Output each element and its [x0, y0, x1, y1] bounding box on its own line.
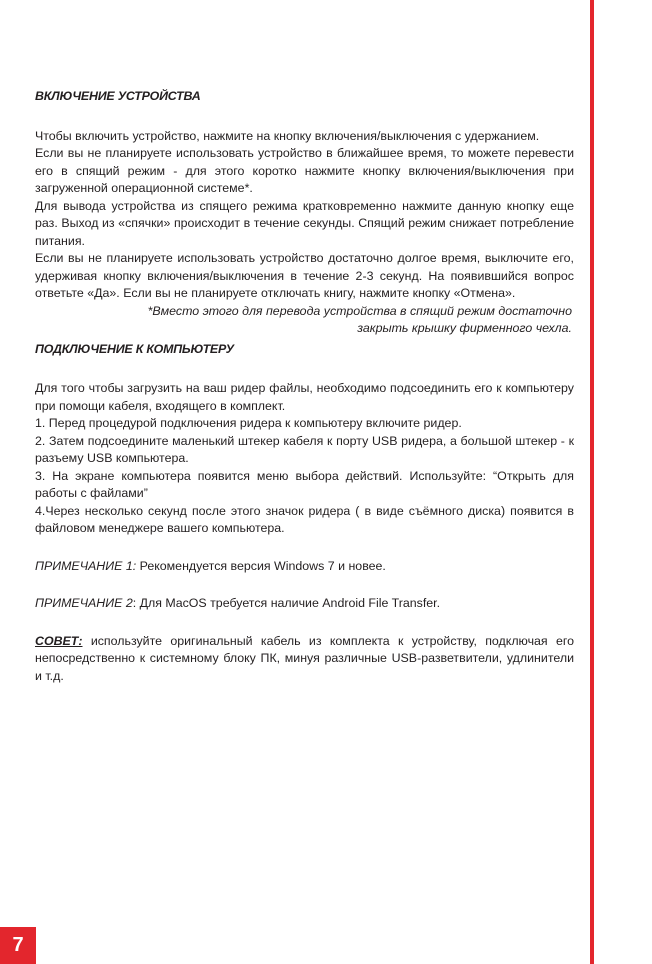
section-title-power-on: ВКЛЮЧЕНИЕ УСТРОЙСТВА — [35, 89, 201, 103]
note-2-text: : Для MacOS требуется наличие Android File Transfer. — [132, 596, 441, 610]
page-content — [35, 88, 574, 685]
paragraph: Если вы не планируете использовать устройство достаточно долгое время, выключите его, удерживая кнопку включения/выключения в течение 2-3 секунд. На появившийся вопрос ответьте «Да». Если вы не планируете отключать книгу, нажмите кнопку «Отмена». — [35, 251, 574, 300]
note-1-label: ПРИМЕЧАНИЕ 1: — [35, 558, 137, 573]
tip — [35, 633, 574, 686]
note-2-label: ПРИМЕЧАНИЕ 2 — [35, 596, 133, 610]
paragraph: Если вы не планируете использовать устройство в ближайшее время, то можете перевести его в спящий режим - для этого коротко нажмите кнопку включения/выключения при загруженной операционной системе*. — [35, 146, 574, 195]
list-item: 3. На экране компьютера появится меню выбора действий. Используйте: “Открыть для работы с файлами” — [35, 468, 574, 500]
footnote — [35, 303, 572, 338]
list-item: 4.Через несколько секунд после этого значок ридера ( в виде съёмного диска) появится в файловом менеджере вашего компьютера. — [35, 503, 574, 535]
footnote-line: *Вместо этого для перевода устройства в спящий режим достаточно — [147, 303, 572, 318]
red-side-bar — [590, 0, 652, 964]
footnote-line: закрыть крышку фирменного чехла. — [357, 321, 572, 335]
paragraph: Для того чтобы загрузить на ваш ридер файлы, необходимо подсоединить его к компьютеру при помощи кабеля, входящего в комплект. — [35, 381, 574, 413]
tip-text: используйте оригинальный кабель из комплекта к устройству, подключая его непосредственно к системному блоку ПК, минуя различные USB-разветвители, удлинители и т.д. — [35, 633, 574, 683]
section-title-pc-connection: ПОДКЛЮЧЕНИЕ К КОМПЬЮТЕРУ — [35, 341, 234, 356]
paragraph: Для вывода устройства из спящего режима кратковременно нажмите данную кнопку еще раз. Выход из «спячки» происходит в течение секунды. Спящий режим снижает потребление питания. — [35, 198, 574, 248]
tip-label: СОВЕТ: — [35, 633, 83, 648]
paragraph: Чтобы включить устройство, нажмите на кнопку включения/выключения с удержанием. — [35, 128, 540, 143]
page-number: 7 — [0, 927, 36, 964]
list-item: 2. Затем подсоедините маленький штекер кабеля к порту USB ридера, а большой штекер - к разъему USB компьютера. — [35, 433, 574, 465]
list-item: 1. Перед процедурой подключения ридера к компьютеру включите ридер. — [35, 416, 462, 430]
note-1 — [35, 558, 574, 576]
note-2 — [35, 595, 574, 613]
note-1-text: Рекомендуется версия Windows 7 и новее. — [136, 558, 386, 573]
